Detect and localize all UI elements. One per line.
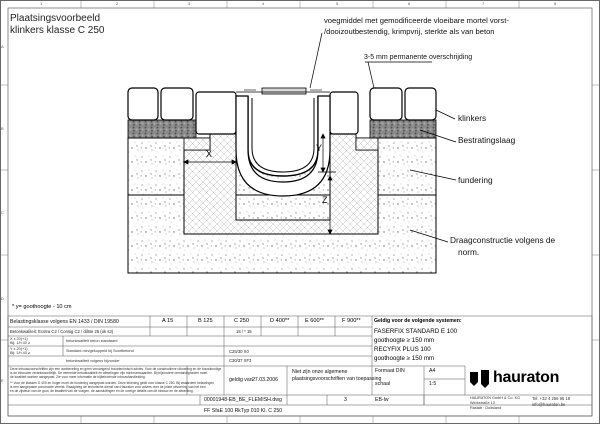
table-row4-label-a: Y x 20(+1) <box>10 347 28 351</box>
brand-name: hauraton <box>493 369 560 386</box>
label-load-bearing: Draagconstructie volgens de <box>450 235 556 245</box>
frame-column-label: 8 <box>554 1 557 6</box>
footnote-gutter-height: * y= goothoogte - 10 cm <box>12 304 72 310</box>
frame-row-label: C <box>1 210 4 215</box>
table-row3-text: betonkwaliteit beton standaard <box>66 339 118 343</box>
table-row4-label-b: Bij: 1/h 40 ≥ <box>10 351 31 355</box>
drawing-number: 00001948-EB_BE_FLEMISH.dwg <box>204 397 282 403</box>
table-row5-text: betonkwaliteit volgens bijzonder <box>66 359 120 363</box>
label-joint-filler: voegmiddel met gemodificeerde vloeibare mortel vorst- <box>324 16 509 25</box>
label-bedding-layer: Bestratingslaag <box>458 135 516 145</box>
frame-column-label: 7 <box>482 1 485 6</box>
frame-row-label: B <box>1 126 4 131</box>
dimension-x-label: X <box>206 149 213 159</box>
scale-label: schaal <box>375 381 390 387</box>
table-row4-text: Standard min/gekoppeld bij Soortbetond <box>66 349 134 353</box>
table-row5-value: C30/37 XF3 <box>229 358 252 363</box>
valid-from-label: geldig van : <box>229 377 256 383</box>
drawing-title-line1: Plaatsingsvoorbeeld <box>10 13 101 24</box>
address-line-2: Werkstraße 13 <box>470 401 495 405</box>
label-joint-filler-2: /dooizoutbestendig, krimpvrij, sterkte als van beton <box>324 27 495 36</box>
class-c250: C 250 <box>234 318 249 324</box>
contact-phone: Tel: +32 4 256 95 18 <box>532 396 571 401</box>
table-row4-value: C25/30 X0 <box>229 349 249 354</box>
page-number: 3 <box>344 397 347 403</box>
frame-row-label: E <box>1 378 4 383</box>
fine-print-6: en de zijsteun van de goot, de kwaliteit van de voegen, de aansluitingen en de overige details van de inbouw en de afwerking. <box>10 389 194 393</box>
frame-column-label: 3 <box>188 1 191 6</box>
frame-row-label: D <box>1 296 4 301</box>
table-row2-value: 15 / * 15 <box>236 329 252 334</box>
system-line-2: goothoogte ≥ 150 mm <box>374 337 435 344</box>
class-e600: E 600** <box>305 318 324 324</box>
class-b125: B 125 <box>198 318 213 324</box>
format-label: Formaat DIN <box>375 368 405 374</box>
frame-column-label: 1 <box>40 1 43 6</box>
fine-print-5: is een aangepaste constructie vereist. Raadpleeg de technische dienst van Hauraton voor advies over de juiste uitvoering van het bed <box>10 385 206 389</box>
contact-email: info@hauraton.be <box>532 402 566 407</box>
frame-column-label: 2 <box>116 1 119 6</box>
table-row2-label: Betonkwaliteit: Ecotra C2 / Consig C2 / clilBe 25 (ok s3) <box>10 329 114 334</box>
fine-print-2: is de inbouwer verantwoordelijk. De vermelde betonkwaliteit en afmetingen zijn minimumwaarden. Bij bijzondere omstandigheden moet <box>10 371 208 375</box>
scale-value: 1:5 <box>429 381 437 387</box>
valid-from-date: 27.03.2006 <box>252 377 278 383</box>
label-overshoot: 3-5 mm permanente overschrijding <box>364 54 473 61</box>
address-line-1: HAURATON GmbH & Co. KG <box>470 396 521 400</box>
label-foundation: fundering <box>458 175 493 185</box>
system-line-4: goothoogte ≥ 150 mm <box>374 355 435 362</box>
sheet-value: EB-lw <box>375 397 389 403</box>
fine-print-4: ** Voor de klassen D 400 en hoger moet de fundering aangepast worden. Deze tekening geldt voor klasse C 250. Bij zwaardere belastingen <box>10 381 214 385</box>
class-a15: A 15 <box>162 318 174 324</box>
frame-column-label: 5 <box>336 1 339 6</box>
dimension-z-label: Z <box>322 195 328 205</box>
label-paving-stones: klinkers <box>458 113 487 123</box>
frame-row-label: A <box>1 44 4 49</box>
general-rules-1: Niet zijn onze algemene <box>292 369 348 375</box>
class-f900: F 900** <box>342 318 361 324</box>
valid-systems-label: Geldig voor de volgende systemen: <box>374 318 462 324</box>
general-rules-2: plaatsingsvoorschriften van toepassing <box>292 376 382 382</box>
dimension-y-label: Y <box>316 143 323 153</box>
fine-print-1: Deze inbouwvoorschriften zijn een aanbeveling en geen vervangend bouwtechnisch advies. Voor de constructieve uitvoering en de bouwkundige <box>10 367 222 371</box>
system-line-3: RECYFIX PLUS 100 <box>374 346 431 353</box>
frame-column-label: 4 <box>262 1 265 6</box>
table-row3-label-a: X x 20(+1) <box>10 337 28 341</box>
frame-column-label: 6 <box>408 1 411 6</box>
table-row1-label: Belastingsklasse volgens EN 1433 / DIN 19580 <box>10 319 119 325</box>
drawing-title-line2: klinkers klasse C 250 <box>10 25 105 36</box>
label-load-bearing-2: norm. <box>458 247 480 257</box>
format-value: A4 <box>429 368 436 374</box>
fine-print-3: de kwaliteit worden aangepast. Zie voor meer informatie de bijbehorende inbouwhandleiding. <box>10 375 146 379</box>
table-row3-label-b: Bij: 1/h 40 ≥ <box>10 341 31 345</box>
address-line-3: Rastatt · Duitsland <box>470 406 502 410</box>
system-line-1: FASERFIX STANDARD E 100 <box>374 328 458 335</box>
class-d400: D 400** <box>270 318 290 324</box>
drawing-description: FF SfaE 100 RkTyp 010 Kl. C 250 <box>204 408 283 414</box>
